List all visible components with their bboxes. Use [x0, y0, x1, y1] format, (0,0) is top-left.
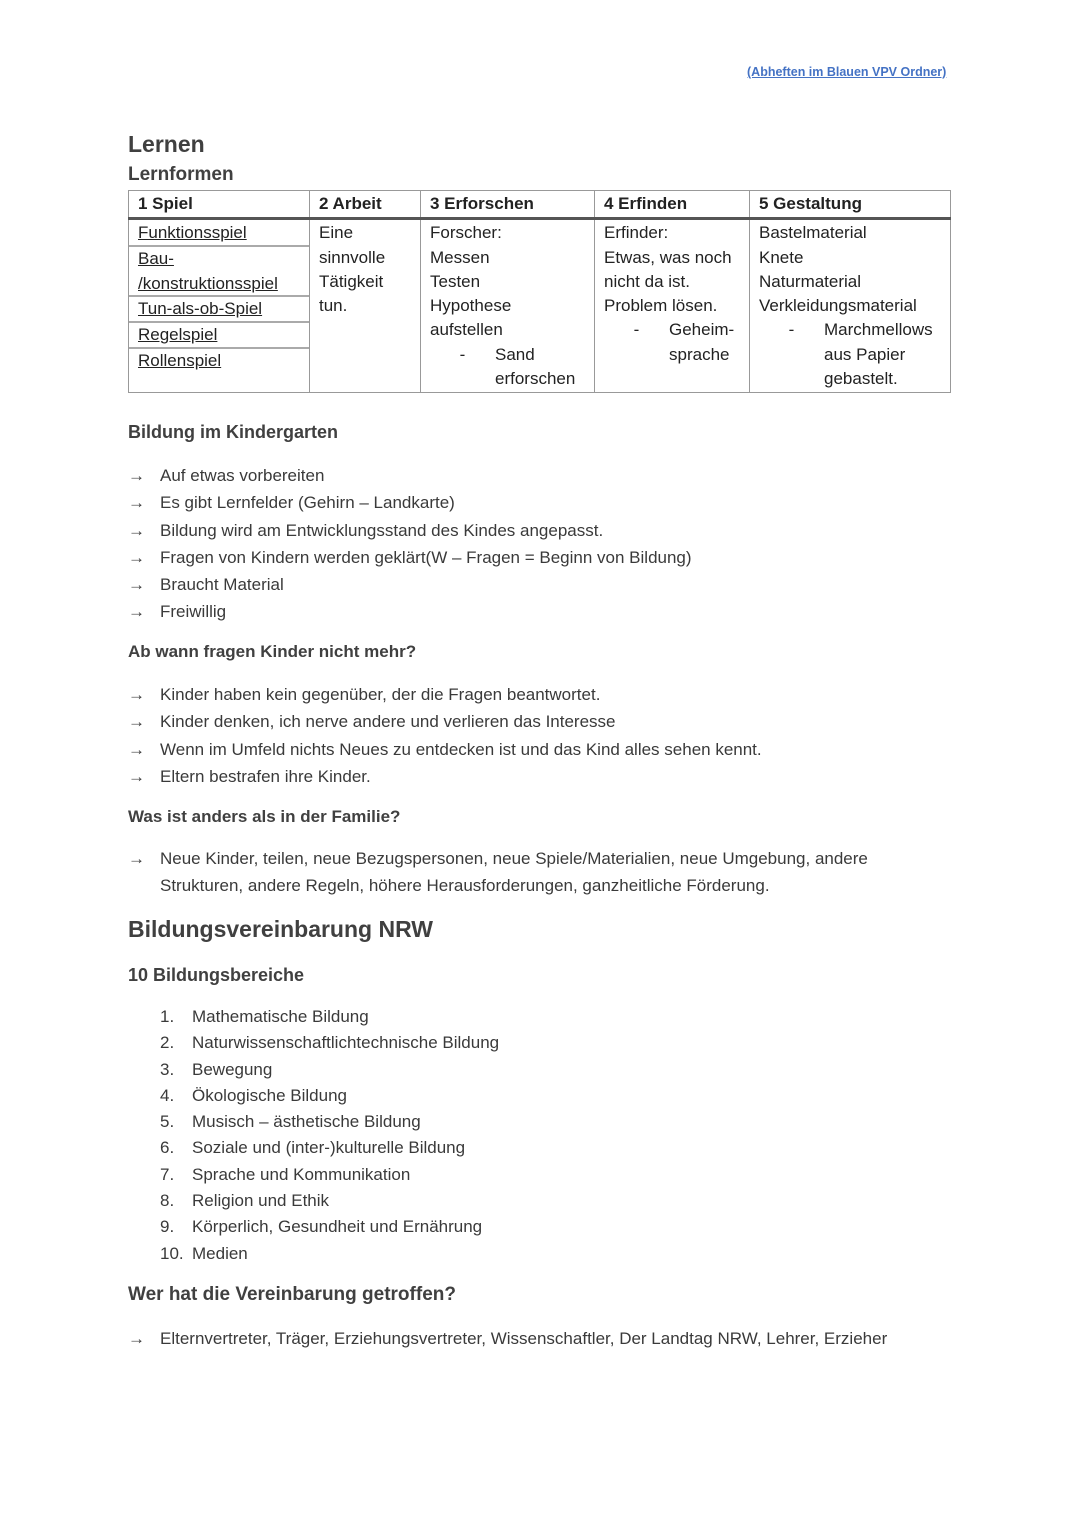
list-number: 4. — [160, 1085, 175, 1105]
cell-line: gebastelt. — [824, 369, 898, 389]
list-number: 9. — [160, 1217, 175, 1237]
cell-line: Verkleidungsmaterial — [759, 296, 917, 316]
list-item: Auf etwas vorbereiten — [160, 466, 325, 485]
list-item: Körperlich, Gesundheit und Ernährung — [192, 1217, 483, 1237]
cell-line: aufstellen — [430, 320, 503, 340]
section-title: Bildungsvereinbarung NRW — [128, 916, 433, 942]
header-note-link[interactable]: (Abheften im Blauen VPV Ordner) — [747, 65, 947, 79]
arrow-icon: → — [128, 712, 145, 732]
list-item: Sprache und Kommunikation — [192, 1164, 411, 1184]
arrow-icon: → — [128, 685, 145, 704]
cell-line: Naturmaterial — [759, 271, 862, 291]
section-heading: Was ist anders als in der Familie? — [128, 807, 401, 826]
cell-line: Testen — [430, 271, 481, 291]
cell-line: sprache — [669, 344, 730, 364]
cell-line: tun. — [319, 296, 348, 316]
dash-bullet: - — [459, 344, 466, 364]
cell-line: Hypothese — [430, 296, 512, 316]
cell-line: Forscher: — [430, 223, 502, 243]
arrow-icon: → — [128, 1329, 145, 1348]
arrow-icon: → — [128, 466, 145, 485]
arrow-list — [128, 846, 948, 899]
cell-line: aus Papier — [824, 344, 906, 364]
list-number: 6. — [160, 1138, 175, 1158]
dash-bullet: - — [788, 320, 795, 340]
list-item: Mathematische Bildung — [192, 1007, 369, 1026]
list-item: Bewegung — [192, 1059, 273, 1079]
spiel-type: Funktionsspiel — [129, 221, 309, 246]
list-item: Wenn im Umfeld nichts Neues zu entdecken ist und das Kind alles sehen kennt. — [160, 739, 762, 759]
list-item: Soziale und (inter-)kulturelle Bildung — [192, 1138, 466, 1158]
cell-line: Marchmellows — [824, 320, 933, 340]
erforschen-cell — [421, 219, 595, 393]
arrow-icon: → — [128, 547, 145, 567]
spiel-type: Bau- /konstruktionsspiel — [129, 246, 309, 296]
list-item: Braucht Material — [160, 575, 284, 595]
cell-line: Erfinder: — [604, 223, 669, 243]
list-item: Bildung wird am Entwicklungsstand des Kindes angepasst. — [160, 520, 604, 540]
list-item: Es gibt Lernfelder (Gehirn – Landkarte) — [160, 493, 455, 513]
gestaltung-cell — [750, 219, 951, 393]
spiel-type: Regelspiel — [129, 322, 309, 348]
list-number: 5. — [160, 1112, 175, 1132]
list-item: Kinder haben kein gegenüber, der die Fragen beantwortet. — [160, 685, 601, 704]
cell-line: erforschen — [495, 369, 576, 389]
arrow-icon: → — [128, 766, 145, 786]
list-number: 10. — [160, 1243, 184, 1263]
list-item: Neue Kinder, teilen, neue Bezugspersonen, neue Spiele/Materialien, neue Umgebung, andere Strukturen, andere Regeln, höhere Herausforderungen, ganzheitliche Förderung. — [160, 849, 868, 895]
arrow-list — [128, 1325, 968, 1352]
arrow-icon: → — [128, 602, 145, 622]
list-number: 1. — [160, 1007, 175, 1026]
section-heading: Bildung im Kindergarten — [128, 422, 339, 442]
cell-line: Sand — [495, 344, 535, 364]
arrow-icon: → — [128, 520, 145, 540]
cell-line: nicht da ist. — [604, 271, 690, 291]
cell-line: Problem lösen. — [604, 296, 718, 316]
arrow-icon: → — [128, 575, 145, 595]
spiel-type: Rollenspiel — [129, 348, 309, 373]
list-number: 2. — [160, 1033, 175, 1053]
list-number: 8. — [160, 1191, 175, 1211]
cell-line: Messen — [430, 247, 490, 267]
list-item: Naturwissenschaftlichtechnische Bildung — [192, 1033, 500, 1053]
list-item: Fragen von Kindern werden geklärt(W – Fragen = Beginn von Bildung) — [160, 547, 692, 567]
list-item: Freiwillig — [160, 602, 227, 622]
arrow-icon: → — [128, 739, 145, 759]
page-title: Lernen — [128, 131, 205, 157]
dash-bullet: - — [633, 320, 640, 340]
section-heading: Ab wann fragen Kinder nicht mehr? — [128, 642, 417, 661]
col-header: 5 Gestaltung — [750, 191, 951, 219]
list-item: Religion und Ethik — [192, 1191, 330, 1211]
list-number: 3. — [160, 1059, 175, 1079]
list-number: 7. — [160, 1164, 175, 1184]
spiel-type: Tun-als-ob-Spiel — [129, 296, 309, 322]
numbered-list — [128, 1004, 499, 1267]
arrow-icon: → — [128, 849, 145, 868]
spiel-cell — [129, 219, 310, 393]
erfinden-cell — [595, 219, 750, 393]
cell-line: sinnvolle — [319, 247, 386, 267]
list-item: Elternvertreter, Träger, Erziehungsvertreter, Wissenschaftler, Der Landtag NRW, Lehrer, Erzieher — [160, 1329, 888, 1348]
lernformen-table — [128, 190, 951, 393]
arrow-icon: → — [128, 493, 145, 513]
col-header: 4 Erfinden — [595, 191, 750, 219]
col-header: 1 Spiel — [129, 191, 310, 219]
cell-line: Knete — [759, 247, 804, 267]
cell-line: Etwas, was noch — [604, 247, 732, 267]
list-item: Musisch – ästhetische Bildung — [192, 1112, 421, 1132]
arrow-list — [128, 462, 958, 626]
cell-line: Bastelmaterial — [759, 223, 867, 243]
list-item: Ökologische Bildung — [192, 1085, 347, 1105]
section-heading: Wer hat die Vereinbarung getroffen? — [128, 1284, 456, 1305]
list-item: Medien — [192, 1243, 248, 1263]
cell-line: Tätigkeit — [319, 271, 384, 291]
list-item: Kinder denken, ich nerve andere und verlieren das Interesse — [160, 712, 616, 732]
arrow-list — [128, 681, 958, 790]
arbeit-cell — [310, 219, 421, 393]
col-header: 3 Erforschen — [421, 191, 595, 219]
cell-line: Eine — [319, 223, 354, 243]
section-subtitle: Lernformen — [128, 164, 234, 185]
section-heading: 10 Bildungsbereiche — [128, 965, 305, 985]
list-item: Eltern bestrafen ihre Kinder. — [160, 766, 371, 786]
cell-line: Geheim- — [669, 320, 735, 340]
col-header: 2 Arbeit — [310, 191, 421, 219]
